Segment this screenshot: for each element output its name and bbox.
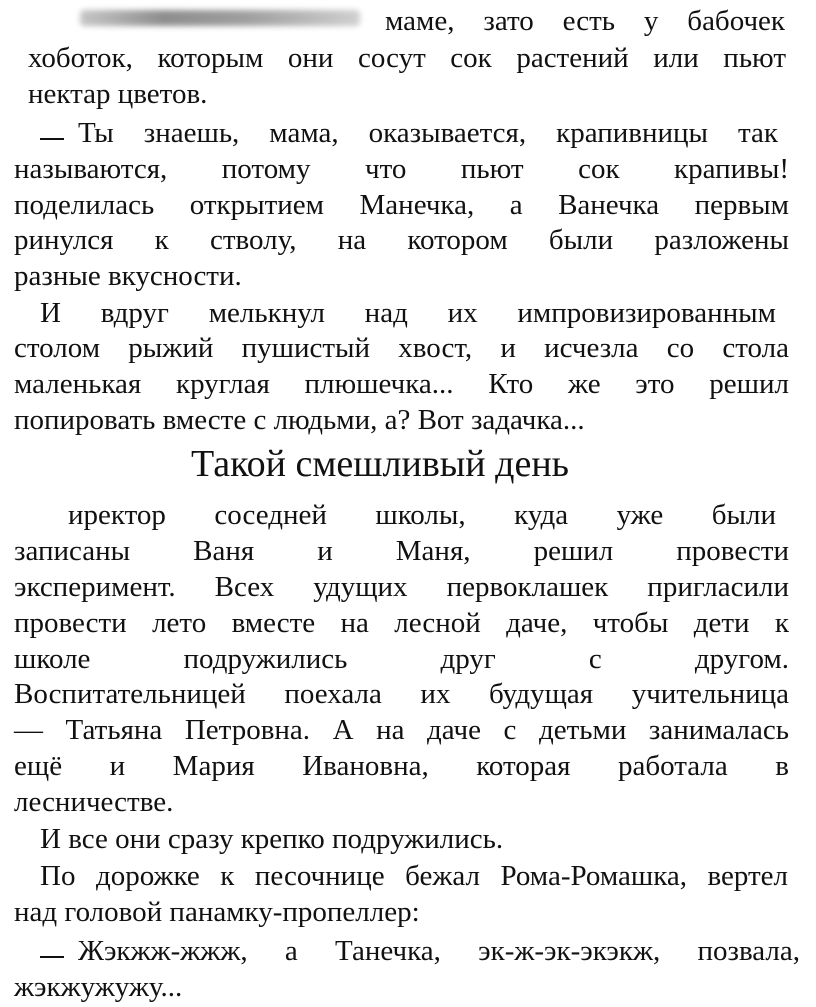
text-line: Воспитательницей поехала их будущая учительница [14, 678, 789, 710]
text-line [40, 116, 778, 150]
text-line: лесничестве. [14, 786, 174, 818]
text-line: поделилась открытием Манечка, а Ванечка первым [14, 189, 789, 221]
text-line-content: Жэкжж-жжж, а Танечка, эк-ж-эк-экэкж, позвала, [78, 935, 800, 967]
text-line: маленькая круглая плюшечка... Кто же это решил [14, 368, 789, 400]
text-line: иректор соседней школы, куда уже были [68, 499, 776, 531]
text-line: нектар цветов. [28, 78, 208, 110]
text-line: записаны Ваня и Маня, решил провести [14, 535, 789, 567]
text-line: жэкжужужу... [14, 971, 183, 1003]
text-line: провести лето вместе на лесной даче, чтобы дети к [14, 607, 789, 639]
text-line: ринулся к стволу, на котором были разложены [14, 224, 789, 256]
text-line: эксперимент. Всех удущих первоклашек пригласили [14, 571, 789, 603]
chapter-heading: Такой смешливый день [190, 443, 569, 485]
text-line: И все они сразу крепко подружились. [40, 823, 504, 855]
text-line: И вдруг мелькнул над их импровизированным [40, 297, 776, 329]
text-line: По дорожке к песочнице бежал Рома-Ромашка, вертел [40, 860, 788, 892]
text-line: ещё и Мария Ивановна, которая работала в [14, 750, 789, 782]
text-line: столом рыжий пушистый хвост, и исчезла со стола [14, 332, 789, 364]
text-line: школе подружились друг с другом. [14, 643, 789, 675]
text-line: — Татьяна Петровна. А на даче с детьми занималась [14, 714, 789, 746]
text-line: разные вкусности. [14, 260, 242, 292]
text-line-content: Ты знаешь, мама, оказывается, крапивницы так [78, 117, 778, 149]
dialogue-dash [40, 138, 64, 140]
text-line: называются, потому что пьют сок крапивы! [14, 153, 789, 185]
text-line: попировать вместе с людьми, а? Вот задачка... [14, 404, 585, 436]
text-line: маме, зато есть у бабочек [385, 5, 785, 37]
text-line: хоботок, которым они сосут сок растений или пьют [28, 42, 786, 74]
text-line: над головой панамку-пропеллер: [14, 896, 420, 928]
text-line [40, 934, 800, 968]
dialogue-dash [40, 956, 64, 958]
blurred-text-fragment [80, 10, 360, 26]
